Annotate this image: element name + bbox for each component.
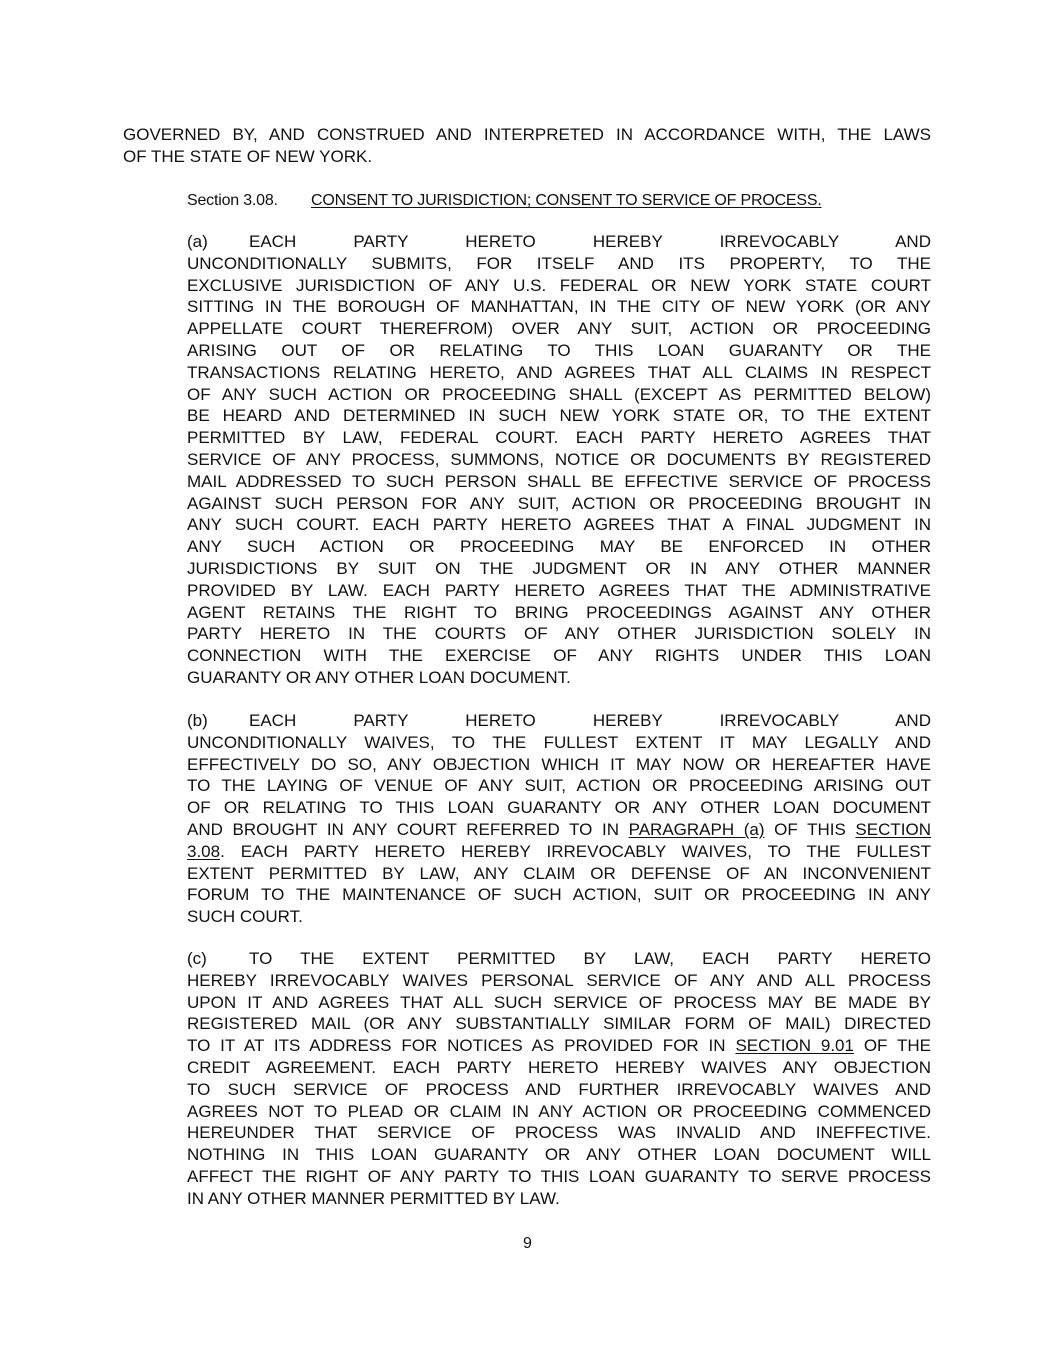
text-line (187, 384, 931, 406)
text-segment: SUCH COURT. (187, 907, 303, 927)
text-line (187, 970, 931, 992)
text-segment: ANY SUCH ACTION OR PROCEEDING MAY BE ENFORCED IN OTHER (187, 537, 931, 557)
text-segment: BE HEARD AND DETERMINED IN SUCH NEW YORK STATE OR, TO THE EXTENT (187, 406, 931, 426)
text-segment: OF OR RELATING TO THIS LOAN GUARANTY OR ANY OTHER LOAN DOCUMENT (187, 798, 931, 818)
text-line (187, 449, 931, 471)
text-line (187, 514, 931, 536)
text-line (187, 536, 931, 558)
text-line (187, 362, 931, 384)
paragraph-label: (a) (187, 232, 208, 251)
text-line (187, 732, 931, 754)
text-line (187, 580, 931, 602)
text-segment: JURISDICTIONS BY SUIT ON THE JUDGMENT OR IN ANY OTHER MANNER (187, 558, 931, 578)
text-line (187, 318, 931, 340)
text-segment: REGISTERED MAIL (OR ANY SUBSTANTIALLY SIMILAR FORM OF MAIL) DIRECTED (187, 1014, 931, 1034)
text-line (187, 1057, 931, 1079)
text-line (187, 471, 931, 493)
page-number: 9 (523, 1235, 532, 1252)
text-line (187, 906, 931, 928)
text-line (187, 992, 931, 1014)
text-segment: PARTY HERETO IN THE COURTS OF ANY OTHER JURISDICTION SOLELY IN (187, 624, 931, 644)
text-line (187, 253, 931, 275)
paragraph-label: (b) (187, 711, 208, 730)
text-segment: NOTHING IN THIS LOAN GUARANTY OR ANY OTHER LOAN DOCUMENT WILL (187, 1145, 931, 1165)
text-segment: AFFECT THE RIGHT OF ANY PARTY TO THIS LOAN GUARANTY TO SERVE PROCESS (187, 1166, 931, 1186)
text-segment: APPELLATE COURT THEREFROM) OVER ANY SUIT, ACTION OR PROCEEDING (187, 319, 931, 339)
text-segment: AND BROUGHT IN ANY COURT REFERRED TO IN (187, 819, 629, 839)
text-line (187, 754, 931, 776)
text-line (187, 1101, 931, 1123)
cross-reference: PARAGRAPH (a) (628, 819, 765, 839)
text-segment: SITTING IN THE BOROUGH OF MANHATTAN, IN THE CITY OF NEW YORK (OR ANY (187, 297, 931, 317)
text-segment: UNCONDITIONALLY SUBMITS, FOR ITSELF AND ITS PROPERTY, TO THE (187, 253, 931, 273)
text-segment: AGAINST SUCH PERSON FOR ANY SUIT, ACTION OR PROCEEDING BROUGHT IN (187, 493, 931, 513)
cross-reference: 3.08 (187, 841, 221, 861)
section-title: CONSENT TO JURISDICTION; CONSENT TO SERVICE OF PROCESS. (311, 192, 822, 209)
text-line (187, 1013, 931, 1035)
text-line (187, 775, 931, 797)
text-segment: ANY SUCH COURT. EACH PARTY HERETO AGREES THAT A FINAL JUDGMENT IN (187, 515, 931, 535)
text-line (187, 1166, 931, 1188)
text-segment: GUARANTY OR ANY OTHER LOAN DOCUMENT. (187, 667, 571, 687)
intro-paragraph (123, 124, 931, 168)
paragraph-first-line (187, 948, 931, 970)
text-line (187, 863, 931, 885)
text-segment: EACH PARTY HERETO HEREBY IRREVOCABLY AND (249, 711, 931, 730)
text-segment: TO THE LAYING OF VENUE OF ANY SUIT, ACTION OR PROCEEDING ARISING OUT (187, 776, 931, 796)
text-segment: TO THE EXTENT PERMITTED BY LAW, EACH PARTY HERETO (249, 949, 931, 968)
text-segment: PROVIDED BY LAW. EACH PARTY HERETO AGREES THAT THE ADMINISTRATIVE (187, 580, 931, 600)
text-segment: OF THIS (764, 819, 856, 839)
text-segment: SERVICE OF ANY PROCESS, SUMMONS, NOTICE OR DOCUMENTS BY REGISTERED (187, 449, 931, 469)
text-segment: TO SUCH SERVICE OF PROCESS AND FURTHER IRREVOCABLY WAIVES AND (187, 1079, 931, 1099)
text-segment: EACH PARTY HERETO HEREBY IRREVOCABLY AND (249, 232, 931, 251)
text-line (123, 146, 931, 168)
text-segment: PERMITTED BY LAW, FEDERAL COURT. EACH PARTY HERETO AGREES THAT (187, 428, 931, 448)
text-line (187, 602, 931, 624)
text-segment: EXTENT PERMITTED BY LAW, ANY CLAIM OR DEFENSE OF AN INCONVENIENT (187, 863, 931, 883)
text-segment: EFFECTIVELY DO SO, ANY OBJECTION WHICH IT MAY NOW OR HEREAFTER HAVE (187, 754, 931, 774)
text-line (187, 1122, 931, 1144)
text-segment: OF ANY SUCH ACTION OR PROCEEDING SHALL (EXCEPT AS PERMITTED BELOW) (187, 384, 931, 404)
text-segment: AGENT RETAINS THE RIGHT TO BRING PROCEEDINGS AGAINST ANY OTHER (187, 602, 931, 622)
text-line (187, 558, 931, 580)
text-segment: TO IT AT ITS ADDRESS FOR NOTICES AS PROVIDED FOR IN (187, 1036, 736, 1056)
text-line (187, 667, 931, 689)
text-segment: HEREUNDER THAT SERVICE OF PROCESS WAS INVALID AND INEFFECTIVE. (187, 1123, 931, 1143)
text-line (187, 1079, 931, 1101)
text-segment: GOVERNED BY, AND CONSTRUED AND INTERPRETED IN ACCORDANCE WITH, THE LAWS (123, 125, 931, 144)
cross-reference: SECTION (855, 819, 931, 839)
text-line (187, 797, 931, 819)
paragraph-a (187, 231, 931, 689)
text-line (187, 645, 931, 667)
text-segment: HEREBY IRREVOCABLY WAIVES PERSONAL SERVICE OF ANY AND ALL PROCESS (187, 970, 931, 990)
text-line (187, 1188, 931, 1210)
paragraph-c (187, 948, 931, 1210)
text-line (187, 275, 931, 297)
text-segment: AGREES NOT TO PLEAD OR CLAIM IN ANY ACTION OR PROCEEDING COMMENCED (187, 1101, 931, 1121)
paragraph-b (187, 710, 931, 928)
paragraph-label: (c) (187, 949, 207, 968)
text-line (187, 623, 931, 645)
text-line (187, 1035, 931, 1057)
paragraph-first-line (187, 710, 931, 732)
text-segment: EXCLUSIVE JURISDICTION OF ANY U.S. FEDERAL OR NEW YORK STATE COURT (187, 275, 931, 295)
text-line (187, 493, 931, 515)
section-number: Section 3.08. (187, 192, 278, 209)
text-segment: OF THE (853, 1036, 932, 1056)
text-line (187, 884, 931, 906)
text-line (187, 1144, 931, 1166)
text-line (187, 819, 931, 841)
text-segment: FORUM TO THE MAINTENANCE OF SUCH ACTION, SUIT OR PROCEEDING IN ANY (187, 885, 931, 905)
text-line (187, 427, 931, 449)
text-segment: OF THE STATE OF NEW YORK. (123, 146, 373, 166)
text-segment: MAIL ADDRESSED TO SUCH PERSON SHALL BE EFFECTIVE SERVICE OF PROCESS (187, 471, 931, 491)
text-segment: CREDIT AGREEMENT. EACH PARTY HERETO HEREBY WAIVES ANY OBJECTION (187, 1057, 931, 1077)
text-segment: . EACH PARTY HERETO HEREBY IRREVOCABLY WAIVES, TO THE FULLEST (220, 841, 931, 861)
cross-reference: SECTION 9.01 (735, 1036, 854, 1056)
section-heading (187, 190, 931, 212)
text-line (123, 124, 931, 146)
text-line (187, 296, 931, 318)
paragraph-first-line (187, 231, 931, 253)
text-line (187, 405, 931, 427)
text-line (187, 340, 931, 362)
text-segment: ARISING OUT OF OR RELATING TO THIS LOAN GUARANTY OR THE (187, 340, 931, 360)
text-segment: CONNECTION WITH THE EXERCISE OF ANY RIGHTS UNDER THIS LOAN (187, 646, 931, 666)
text-segment: TRANSACTIONS RELATING HERETO, AND AGREES THAT ALL CLAIMS IN RESPECT (187, 362, 931, 382)
text-segment: UPON IT AND AGREES THAT ALL SUCH SERVICE OF PROCESS MAY BE MADE BY (187, 992, 931, 1012)
text-segment: UNCONDITIONALLY WAIVES, TO THE FULLEST EXTENT IT MAY LEGALLY AND (187, 732, 931, 752)
text-segment: IN ANY OTHER MANNER PERMITTED BY LAW. (187, 1188, 560, 1208)
text-line (187, 841, 931, 863)
